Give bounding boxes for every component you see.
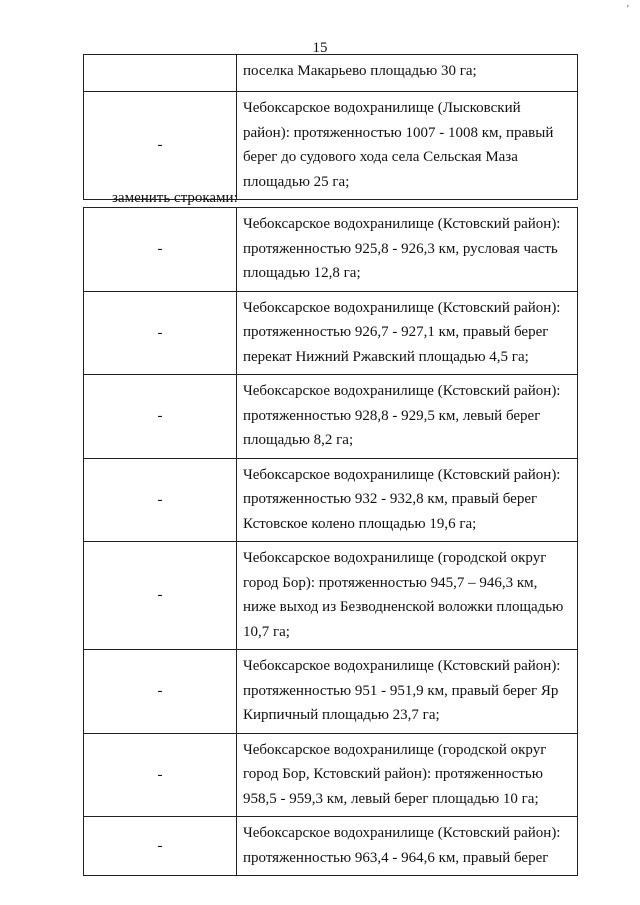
- dash-cell: -: [84, 208, 237, 292]
- dash-cell: -: [84, 650, 237, 734]
- dash-cell: [84, 55, 237, 92]
- text-cell: Чебоксарское водохранилище (Кстовский район): протяженностью 926,7 - 927,1 км, правый берег перекат Нижний Ржавский площадью 4,5 га;: [237, 291, 578, 375]
- dash-cell: -: [84, 375, 237, 459]
- top-table: [83, 54, 578, 200]
- text-cell: Чебоксарское водохранилище (городской округ город Бор): протяженностью 945,7 – 946,3 км, ниже выход из Безводненской воложки площадью 10,7 га;: [237, 542, 578, 650]
- table-row: [84, 208, 578, 292]
- corner-mark: ': [627, 4, 629, 15]
- dash-cell: -: [84, 817, 237, 876]
- dash-cell: -: [84, 458, 237, 542]
- text-cell: Чебоксарское водохранилище (Кстовский район): протяженностью 951 - 951,9 км, правый берег Яр Кирпичный площадью 23,7 га;: [237, 650, 578, 734]
- text-cell: Чебоксарское водохранилище (Кстовский район): протяженностью 928,8 - 929,5 км, левый берег площадью 8,2 га;: [237, 375, 578, 459]
- table-row: [84, 733, 578, 817]
- replace-label: заменить строками:: [112, 190, 238, 206]
- dash-cell: -: [84, 542, 237, 650]
- table-row: [84, 650, 578, 734]
- text-cell: Чебоксарское водохранилище (Кстовский район): протяженностью 963,4 - 964,6 км, правый берег: [237, 817, 578, 876]
- table-row: [84, 458, 578, 542]
- text-cell: Чебоксарское водохранилище (Кстовский район): протяженностью 932 - 932,8 км, правый берег Кстовское колено площадью 19,6 га;: [237, 458, 578, 542]
- main-table: [83, 207, 578, 876]
- text-cell: Чебоксарское водохранилище (Кстовский район): протяженностью 925,8 - 926,3 км, русловая часть площадью 12,8 га;: [237, 208, 578, 292]
- table-row: [84, 375, 578, 459]
- dash-cell: -: [84, 92, 237, 200]
- text-cell: Чебоксарское водохранилище (городской округ город Бор, Кстовский район): протяженностью 958,5 - 959,3 км, левый берег площадью 10 га;: [237, 733, 578, 817]
- dash-cell: -: [84, 733, 237, 817]
- text-cell: поселка Макарьево площадью 30 га;: [237, 55, 578, 92]
- table-row: [84, 55, 578, 92]
- table-row: [84, 817, 578, 876]
- page-number: 15: [312, 40, 328, 56]
- table-row: [84, 291, 578, 375]
- text-cell: Чебоксарское водохранилище (Лысковский район): протяженностью 1007 - 1008 км, правый берег до судового хода села Сельская Маза площадью 25 га;: [237, 92, 578, 200]
- table-row: [84, 92, 578, 200]
- dash-cell: -: [84, 291, 237, 375]
- table-row: [84, 542, 578, 650]
